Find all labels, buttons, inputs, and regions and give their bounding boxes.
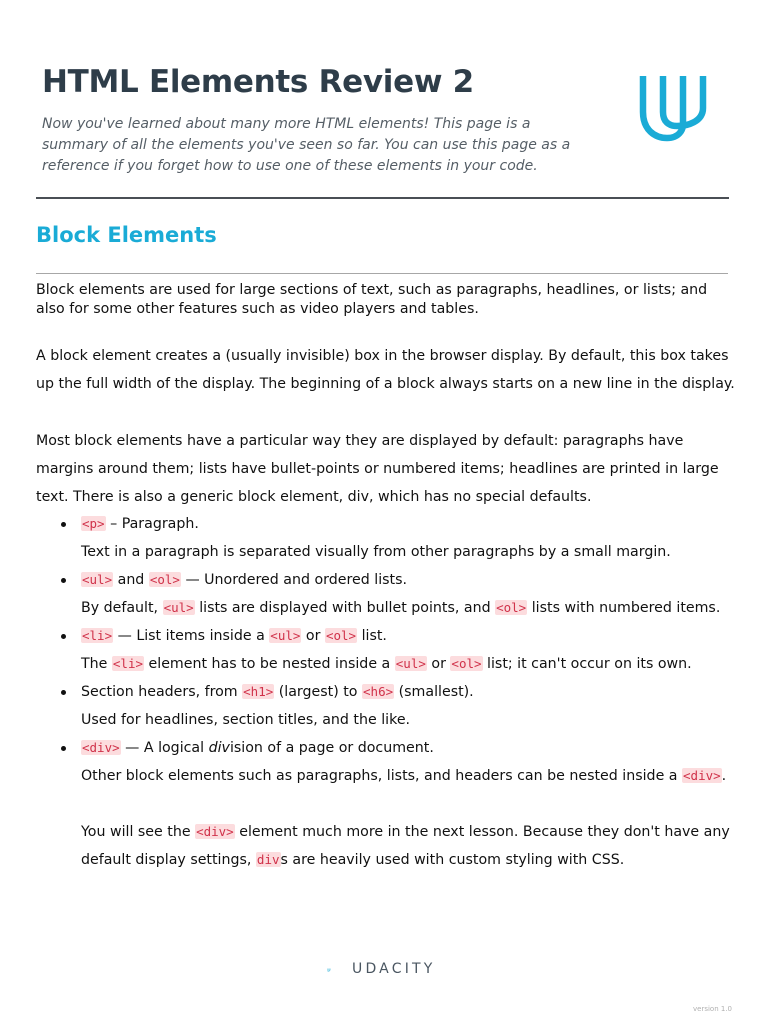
item-text: default display settings, <box>81 852 256 868</box>
code-tag: <div> <box>196 824 234 839</box>
code-tag: <ol> <box>451 656 482 671</box>
item-text: and <box>113 572 149 588</box>
item-more <box>81 846 768 874</box>
udacity-logo-icon <box>327 959 347 981</box>
blank-line <box>81 790 768 818</box>
item-text: Other block elements such as paragraphs, lists, and headers can be nested inside a <box>81 768 683 784</box>
code-tag: <div> <box>683 768 721 783</box>
item-text: lists are displayed with bullet points, and <box>194 600 496 616</box>
bullet-icon <box>61 746 66 751</box>
udacity-logo-icon <box>637 70 709 144</box>
bullet-icon <box>61 634 66 639</box>
code-tag: <ul> <box>82 572 113 587</box>
item-text: (largest) to <box>274 684 363 700</box>
code-tag: <ol> <box>496 600 527 615</box>
code-tag: <ul> <box>395 656 426 671</box>
item-text: Section headers, from <box>81 684 243 700</box>
list-item-div <box>0 734 768 874</box>
item-text: You will see the <box>81 824 196 840</box>
code-tag: <h6> <box>363 684 394 699</box>
item-text: element much more in the next lesson. Because they don't have any <box>234 824 730 840</box>
section-divider <box>36 273 728 274</box>
item-detail <box>81 594 768 622</box>
item-text: ision of a page or document. <box>229 740 434 756</box>
footer-brand: UDACITY <box>352 961 436 977</box>
list-item-headers <box>0 678 768 734</box>
item-summary <box>81 734 768 762</box>
code-tag: <li> <box>82 628 113 643</box>
bullet-icon <box>61 522 66 527</box>
item-text: lists with numbered items. <box>527 600 721 616</box>
header-divider <box>36 197 729 199</box>
item-text: element has to be nested inside a <box>144 656 395 672</box>
code-tag: <h1> <box>243 684 274 699</box>
intro-text: Now you've learned about many more HTML elements! This page is a summary of all the elements you've seen so far. You can use this page as a reference if you forget how to use one of these elements in your code. <box>42 116 571 174</box>
code-tag: <ul> <box>270 628 301 643</box>
item-detail: Used for headlines, section titles, and the like. <box>81 712 411 728</box>
code-tag: <li> <box>112 656 144 671</box>
paragraph-defaults: Most block elements have a particular way they are displayed by default: paragraphs have margins around them; lists have bullet-points or numbered items; headlines are printed in large text. There is also a generic block element, div, which has no special defaults. <box>36 433 719 505</box>
item-text: – Paragraph. <box>105 516 199 532</box>
paragraph-intro: Block elements are used for large sections of text, such as paragraphs, headlines, or lists; and also for some other features such as video players and tables. <box>36 282 708 317</box>
code-tag: <ul> <box>163 600 194 615</box>
code-tag: <ol> <box>325 628 357 643</box>
item-text: (smallest). <box>394 684 474 700</box>
item-text: or <box>301 628 325 644</box>
code-tag: <div> <box>82 740 120 755</box>
item-text: — Unordered and ordered lists. <box>180 572 407 588</box>
item-emphasis: div <box>208 740 230 756</box>
code-tag: <ol> <box>149 572 180 587</box>
item-more <box>81 818 768 846</box>
item-text: — A logical <box>120 740 209 756</box>
list-item-li <box>0 622 768 678</box>
item-text: or <box>426 656 451 672</box>
item-summary <box>81 510 768 538</box>
paragraph-box: A block element creates a (usually invisible) box in the browser display. By default, this box takes up the full width of the display. The beginning of a block always starts on a new line in the display. <box>36 348 735 392</box>
item-text: The <box>81 656 112 672</box>
item-detail <box>81 762 768 790</box>
page-title: HTML Elements Review 2 <box>42 64 474 100</box>
item-text: list. <box>357 628 387 644</box>
item-summary <box>81 566 768 594</box>
version-label: version 1.0 <box>693 1005 732 1013</box>
code-tag: <p> <box>82 516 105 531</box>
code-tag: div <box>256 852 280 867</box>
item-summary <box>81 678 768 706</box>
bullet-icon <box>61 578 66 583</box>
bullet-icon <box>61 690 66 695</box>
section-title: Block Elements <box>36 223 217 247</box>
item-text: list; it can't occur on its own. <box>482 656 692 672</box>
list-item-lists <box>0 566 768 622</box>
block-elements-list <box>0 510 768 874</box>
item-summary <box>81 622 768 650</box>
list-item-paragraph <box>0 510 768 566</box>
item-text: — List items inside a <box>113 628 270 644</box>
item-text: s are heavily used with custom styling with CSS. <box>280 852 625 868</box>
item-text: By default, <box>81 600 163 616</box>
item-text: . <box>721 768 727 784</box>
item-detail: Text in a paragraph is separated visually from other paragraphs by a small margin. <box>81 544 671 560</box>
item-detail <box>81 650 768 678</box>
